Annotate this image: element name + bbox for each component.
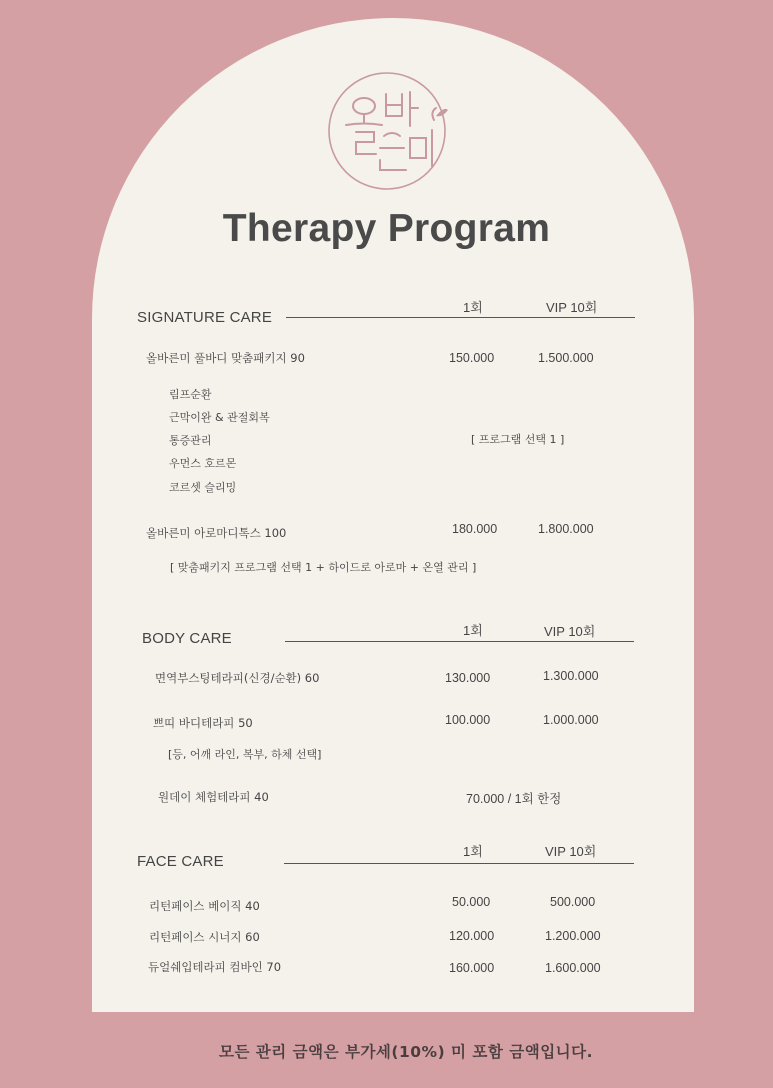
section-rule	[284, 863, 634, 864]
col-header-vip: VIP 10회	[546, 300, 598, 315]
item-name: 면역부스팅테라피(신경/순환) 60	[155, 671, 320, 685]
col-header-vip: VIP 10회	[544, 624, 596, 639]
item-price-vip: 500.000	[550, 895, 596, 909]
item-price-single: 160.000	[449, 961, 495, 975]
item-price-vip: 1.600.000	[545, 961, 601, 975]
item-price-vip: 1.800.000	[538, 522, 594, 536]
item-name: 원데이 체험테라피 40	[158, 790, 269, 804]
vat-notice: 모든 관리 금액은 부가세(10%) 미 포함 금액입니다.	[218, 1043, 594, 1061]
option-item: 통증관리	[169, 434, 212, 447]
col-header-vip: VIP 10회	[545, 844, 597, 859]
item-price-single: 150.000	[449, 351, 495, 365]
item-price-single: 100.000	[445, 713, 491, 727]
item-name: 듀얼쉐입테라피 컴바인 70	[148, 960, 282, 974]
petit-note: [등, 어깨 라인, 복부, 하체 선택]	[168, 748, 322, 761]
item-name: 올바른미 풀바디 맞춤패키지 90	[146, 351, 305, 365]
option-item: 우먼스 호르몬	[169, 457, 237, 470]
brand-logo	[326, 70, 448, 192]
aroma-note: [ 맞춤패키지 프로그램 선택 1 + 하이드로 아로마 + 온열 관리 ]	[170, 561, 477, 574]
section-title-signature: SIGNATURE CARE	[137, 309, 273, 326]
item-name: 쁘띠 바디테라피 50	[153, 716, 253, 730]
option-item: 근막이완 & 관절회복	[169, 411, 270, 424]
item-price-note: 70.000 / 1회 한정	[466, 792, 562, 806]
option-item: 림프순환	[169, 388, 212, 401]
item-name: 올바른미 아로마디톡스 100	[146, 526, 287, 540]
item-price-vip: 1.300.000	[543, 669, 599, 683]
section-title-face: FACE CARE	[137, 853, 224, 870]
item-price-single: 130.000	[445, 671, 491, 685]
item-price-single: 180.000	[452, 522, 498, 536]
option-item: 코르셋 슬리밍	[169, 481, 237, 494]
col-header-single: 1회	[463, 623, 483, 638]
page-title: Therapy Program	[222, 207, 551, 250]
item-price-vip: 1.500.000	[538, 351, 594, 365]
section-rule	[285, 641, 634, 642]
col-header-single: 1회	[463, 300, 483, 315]
item-name: 리턴페이스 시너지 60	[149, 930, 260, 944]
section-rule	[286, 317, 635, 318]
col-header-single: 1회	[463, 844, 483, 859]
item-price-single: 50.000	[452, 895, 491, 909]
item-price-single: 120.000	[449, 929, 495, 943]
item-price-vip: 1.200.000	[545, 929, 601, 943]
item-name: 리턴페이스 베이직 40	[149, 899, 260, 913]
item-price-vip: 1.000.000	[543, 713, 599, 727]
option-note: [ 프로그램 선택 1 ]	[471, 433, 565, 446]
section-title-body: BODY CARE	[142, 630, 232, 647]
